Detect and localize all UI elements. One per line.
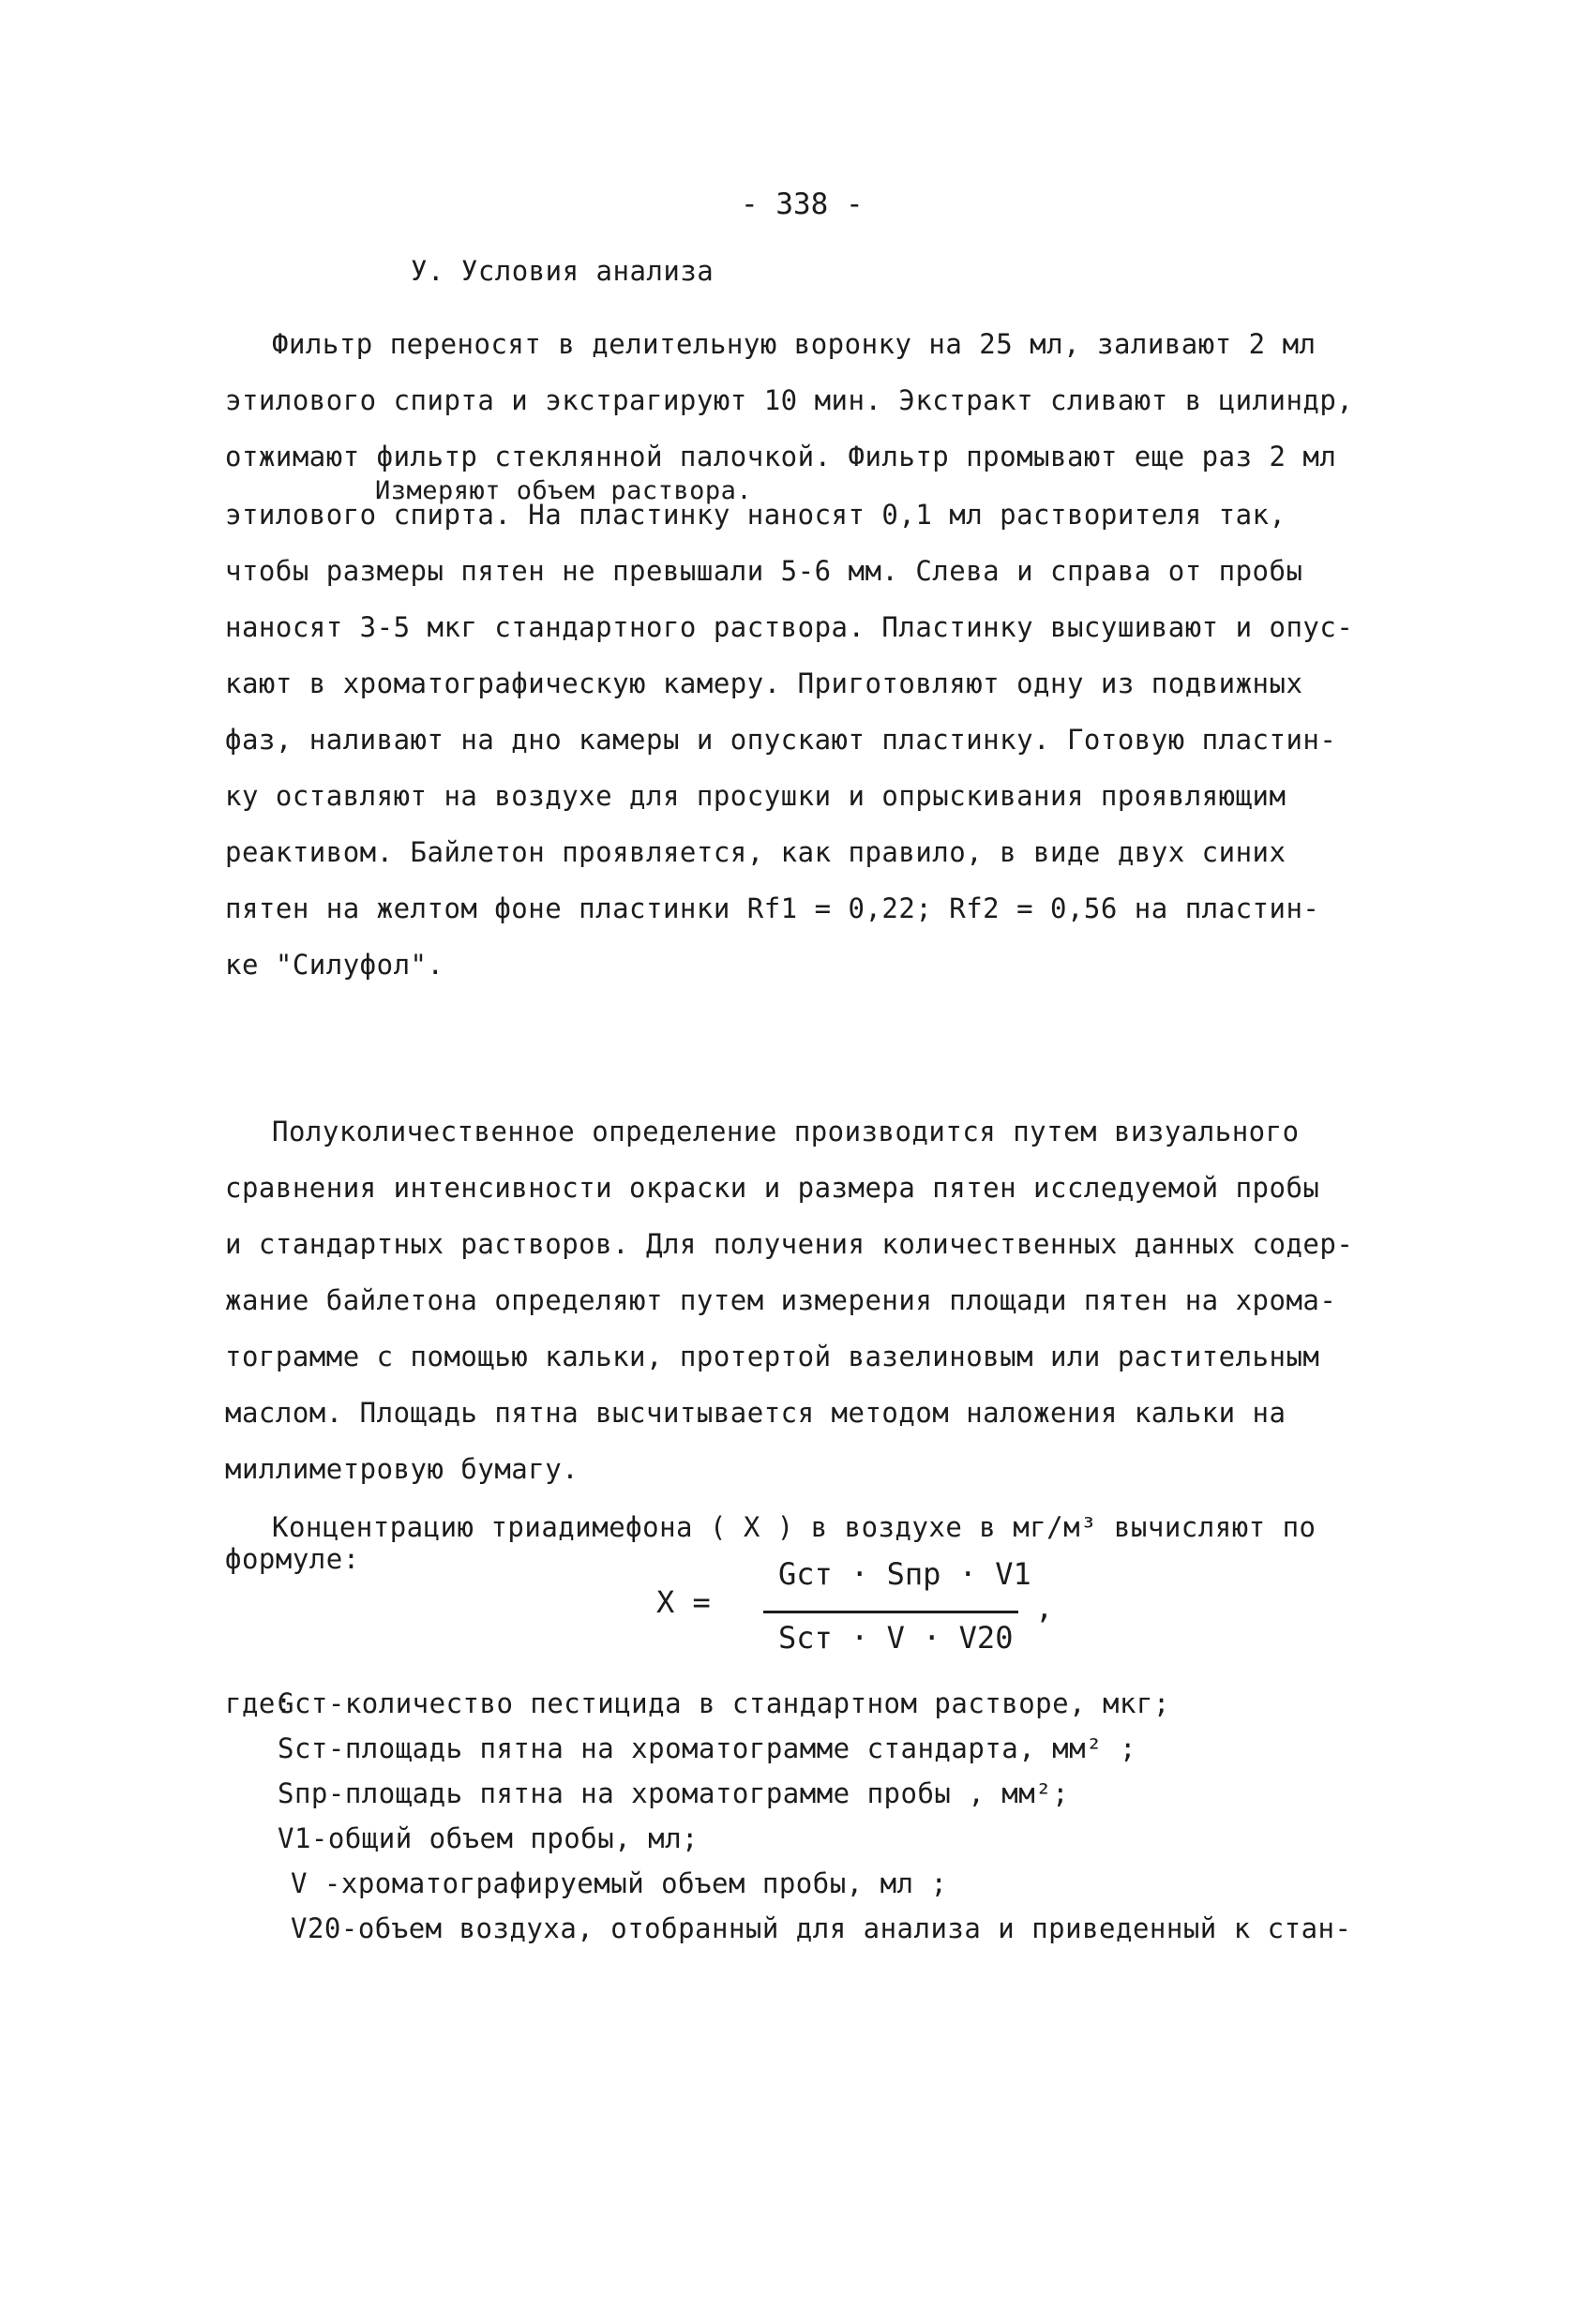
where-label: где: [225,1687,293,1719]
formula-numerator: Gст · Sпр · V1 [778,1556,1031,1592]
formula-intro-line-1: Концентрацию триадимефона ( Х ) в воздухе в мг/м³ вычисляют по [272,1511,1317,1543]
para2-line-4: жание байлетона определяют путем измерения площади пятен на хрома- [225,1284,1337,1316]
formula-trailing-comma: , [1035,1590,1054,1626]
para1-line-2: этилового спирта и экстрагируют 10 мин. Экстракт сливают в цилиндр, [225,384,1354,416]
para1-line-12: ке "Силуфол". [225,949,444,981]
formula-denominator: Sст · V · V20 [778,1620,1014,1656]
para2-line-1: Полуколичественное определение производится путем визуального [272,1116,1300,1147]
para1-line-8: фаз, наливают на дно камеры и опускают пластинку. Готовую пластин- [225,724,1337,756]
para2-line-6: маслом. Площадь пятна высчитывается методом наложения кальки на [225,1397,1287,1429]
para1-line-1: Фильтр переносят в делительную воронку на 25 мл, заливают 2 мл [272,328,1317,360]
page-number: - 338 - [741,187,864,221]
definition-spr: Sпр-площадь пятна на хроматограмме пробы , мм²; [278,1777,1070,1809]
para1-line-9: ку оставляют на воздухе для просушки и опрыскивания проявляющим [225,780,1287,812]
para1-line-10: реактивом. Байлетон проявляется, как правило, в виде двух синих [225,836,1287,868]
definition-sst: Sст-площадь пятна на хроматограмме стандарта, мм² ; [278,1732,1136,1764]
para1-line-7: кают в хроматографическую камеру. Приготовляют одну из подвижных [225,667,1303,699]
para1-line-3: отжимают фильтр стеклянной палочкой. Фильтр промывают еще раз 2 мл [225,441,1337,472]
para2-line-7: миллиметровую бумагу. [225,1453,579,1485]
para1-line-11: пятен на желтом фоне пластинки Rf1 = 0,22; Rf2 = 0,56 на пластин- [225,892,1320,924]
para2-line-3: и стандартных растворов. Для получения количественных данных содер- [225,1228,1354,1260]
definition-v1: V1-общий объем пробы, мл; [278,1822,699,1854]
definition-gst: Gст-количество пестицида в стандартном растворе, мкг; [278,1687,1170,1719]
definition-v20: V20-объем воздуха, отобранный для анализа и приведенный к стан- [291,1912,1352,1944]
para1-line-6: наносят 3-5 мкг стандартного раствора. Пластинку высушивают и опус- [225,611,1354,643]
formula-intro-line-2: формуле: [225,1543,360,1575]
para1-line-5: чтобы размеры пятен не превышали 5-6 мм. Слева и справа от пробы [225,555,1303,587]
para1-line-4: этилового спирта. На пластинку наносят 0,1 мл растворителя так, [225,499,1287,531]
definition-v: V -хроматографируемый объем пробы, мл ; [291,1867,948,1899]
formula-lhs: Х = [656,1584,711,1620]
para2-line-5: тограмме с помощью кальки, протертой вазелиновым или растительным [225,1341,1320,1372]
fraction-bar [763,1611,1018,1613]
para2-line-2: сравнения интенсивности окраски и размера пятен исследуемой пробы [225,1172,1320,1204]
inserted-note: Измеряют объем раствора. [375,476,753,505]
section-title: У. Условия анализа [411,255,715,287]
